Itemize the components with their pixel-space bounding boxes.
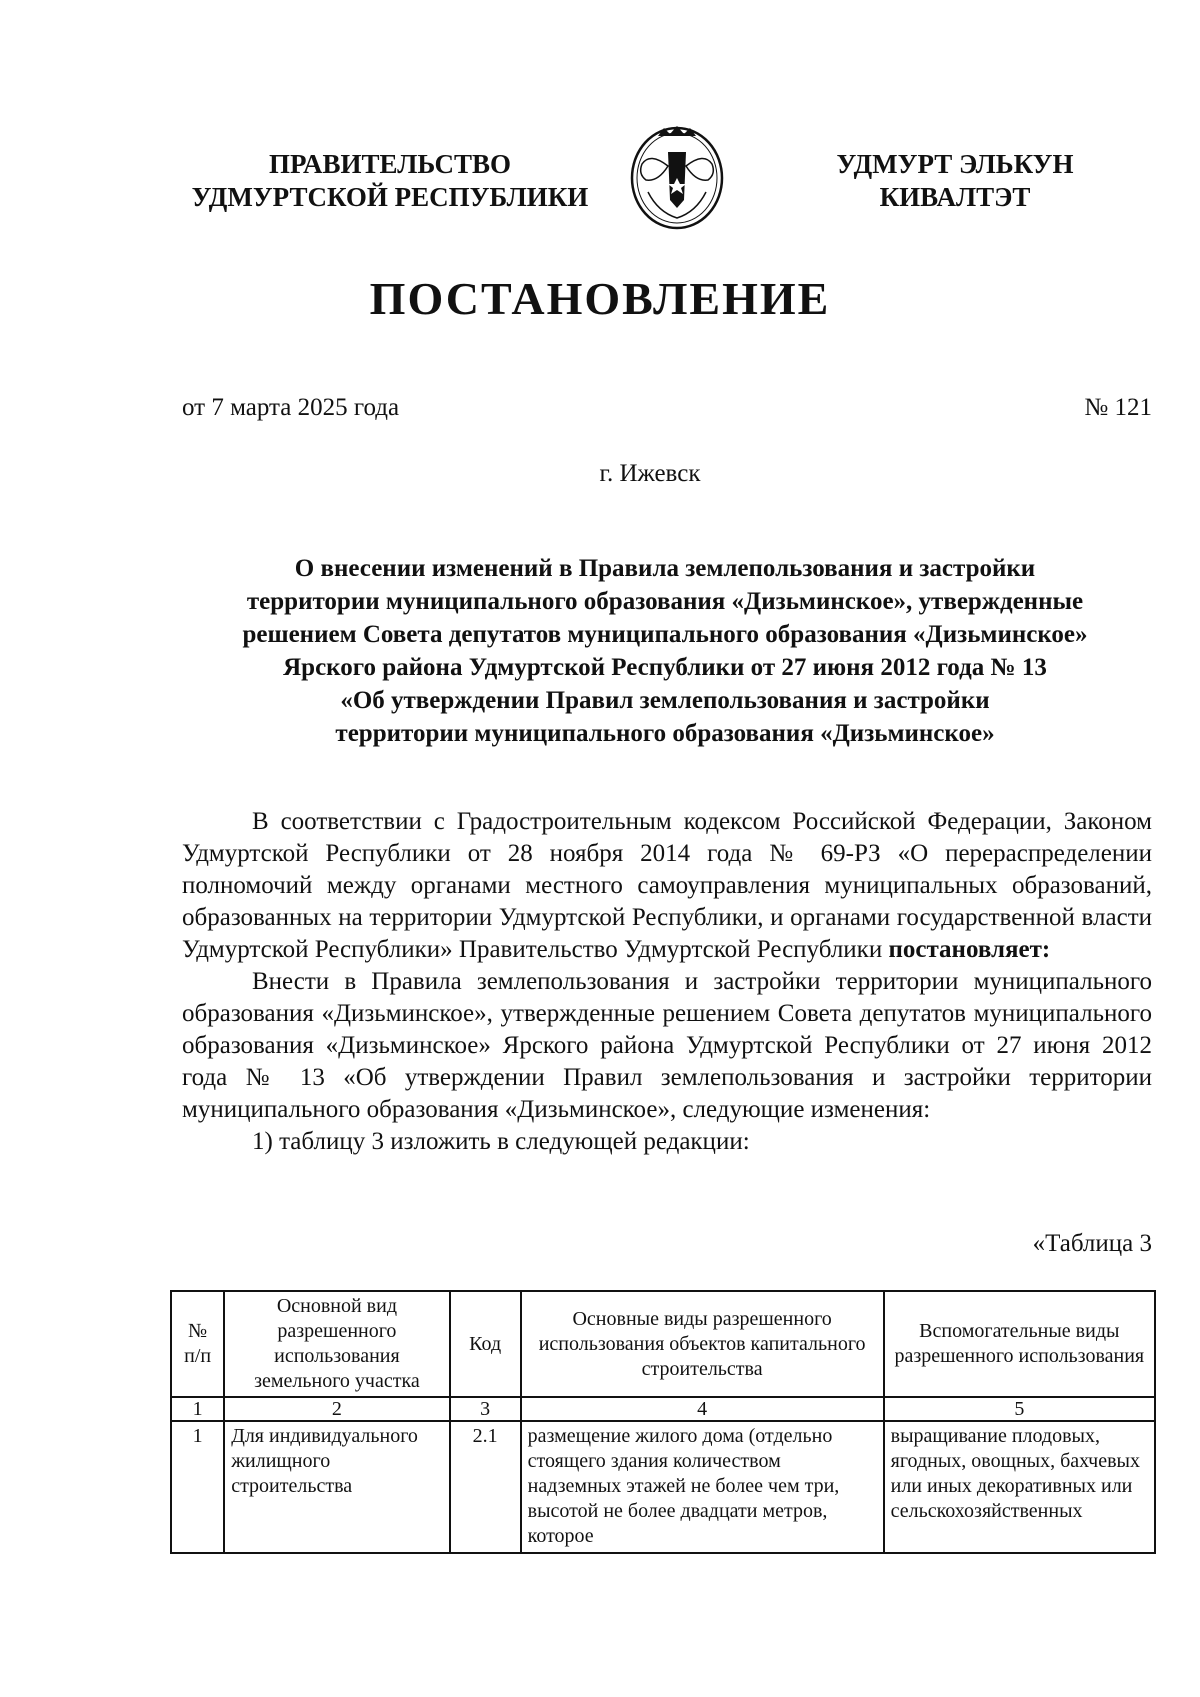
subject-line: территории муниципального образования «Дизьминское», утвержденные [246, 588, 1084, 615]
subject-line: решением Совета депутатов муниципального образования «Дизьминское» [242, 621, 1088, 648]
index-cell: 3 [450, 1397, 521, 1421]
document-subject [175, 552, 1155, 750]
header-cell: Код [450, 1291, 521, 1397]
table-index-row [171, 1397, 1155, 1421]
header-cell: Основные виды разрешенного использования объектов капитального строительства [521, 1291, 884, 1397]
index-cell: 2 [224, 1397, 449, 1421]
header-cell: Вспомогательные виды разрешенного использования [884, 1291, 1155, 1397]
header-cell: № п/п [171, 1291, 224, 1397]
preamble-colon: : [1041, 936, 1051, 963]
document-number: № 121 [1084, 394, 1152, 421]
document-body [182, 806, 1152, 1158]
issuer-udmurt-line-2: КИВАЛТЭТ [879, 182, 1031, 212]
subject-line: «Об утверждении Правил землепользования и застройки [340, 687, 990, 714]
preamble-text: В соответствии с Градостроительным кодексом Российской Федерации, Законом Удмуртской Республики от 28 ноября 2014 года № 69-РЗ «О перераспределении полномочий между органами местного самоуправления муниципальных образований, образованных на территории Удмуртской Республики, и органами государственной власти Удмуртской Республики» Правительство Удмуртской Республики [182, 808, 1152, 963]
table-caption: «Таблица 3 [1032, 1230, 1152, 1257]
issuer-russian [170, 148, 610, 214]
subject-line: территории муниципального образования «Дизьминское» [335, 720, 995, 747]
row-use-type: Для индивидуального жилищного строительства [224, 1421, 449, 1553]
subject-line: О внесении изменений в Правила землепользования и застройки [294, 555, 1036, 582]
issuer-line-2: УДМУРТСКОЙ РЕСПУБЛИКИ [191, 182, 589, 212]
document-title: ПОСТАНОВЛЕНИЕ [369, 273, 831, 324]
paragraph-amend: Внести в Правила землепользования и застройки территории муниципального образования «Дизьминское», утвержденные решением Совета депутатов муниципального образования «Дизьминское» Ярского района Удмуртской Республики от 27 июня 2012 года № 13 «Об утверждении Правил землепользования и застройки территории муниципального образования «Дизьминское», следующие изменения: [182, 968, 1152, 1123]
paragraph-preamble [182, 806, 1152, 966]
index-cell: 4 [521, 1397, 884, 1421]
issuer-udmurt-line-1: УДМУРТ ЭЛЬКУН [836, 149, 1074, 179]
document-date: от 7 марта 2025 года [182, 394, 400, 421]
subject-line: Ярского района Удмуртской Республики от 27 июня 2012 года № 13 [283, 654, 1047, 681]
row-number: 1 [171, 1421, 224, 1553]
issuer-line-1: ПРАВИТЕЛЬСТВО [268, 149, 512, 179]
issuer-udmurt [800, 148, 1110, 214]
coat-of-arms-icon [628, 122, 726, 230]
row-aux-uses: выращивание плодовых, ягодных, овощных, бахчевых или иных декоративных или сельскохозяйственных [884, 1421, 1155, 1553]
index-cell: 5 [884, 1397, 1155, 1421]
header-cell: Основной вид разрешенного использования земельного участка [224, 1291, 449, 1397]
preamble-resolves: постановляет [888, 936, 1042, 963]
table-header-row [171, 1291, 1155, 1397]
paragraph-item-1: 1) таблицу 3 изложить в следующей редакции: [252, 1128, 750, 1155]
row-code: 2.1 [450, 1421, 521, 1553]
table-3 [170, 1290, 1156, 1554]
row-main-uses: размещение жилого дома (отдельно стоящего здания количеством надземных этажей не более чем три, высотой не более двадцати метров, которое [521, 1421, 884, 1553]
index-cell: 1 [171, 1397, 224, 1421]
table-row [171, 1421, 1155, 1553]
document-city: г. Ижевск [599, 460, 701, 487]
